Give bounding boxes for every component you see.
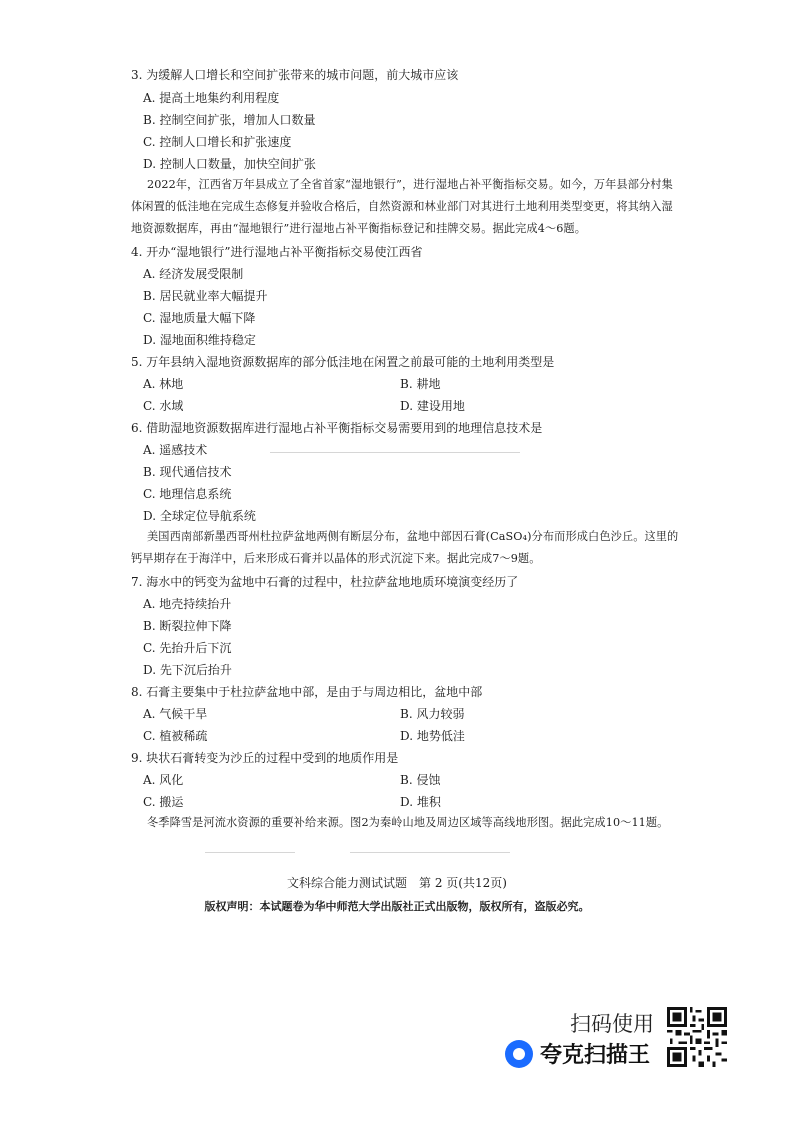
q6-option-b: B. 现代通信技术 [143, 465, 232, 479]
q6-option-d: D. 全球定位导航系统 [143, 509, 256, 523]
q9-option-d: D. 堆积 [400, 795, 441, 809]
q8-option-c: C. 植被稀疏 [143, 729, 208, 743]
q5-option-d: D. 建设用地 [400, 399, 465, 413]
q6-option-c: C. 地理信息系统 [143, 487, 232, 501]
q4-option-d: D. 湿地面积维持稳定 [143, 333, 256, 347]
q8-option-a: A. 气候干旱 [143, 707, 208, 721]
q3-option-b: B. 控制空间扩张，增加人口数量 [143, 113, 316, 127]
q4-option-c: C. 湿地质量大幅下降 [143, 311, 256, 325]
q7-option-d: D. 先下沉后抬升 [143, 663, 232, 677]
q8-stem: 8. 石膏主要集中于杜拉萨盆地中部，是由于与周边相比，盆地中部 [131, 685, 483, 699]
q7-option-c: C. 先抬升后下沉 [143, 641, 232, 655]
q9-stem: 9. 块状石膏转变为沙丘的过程中受到的地质作用是 [131, 751, 399, 765]
scanner-brand-name: 夸克扫描王 [540, 1043, 651, 1068]
q6-stem: 6. 借助湿地资源数据库进行湿地占补平衡指标交易需要用到的地理信息技术是 [131, 421, 543, 435]
q4-stem: 4. 开办“湿地银行”进行湿地占补平衡指标交易使江西省 [131, 245, 423, 259]
q9-option-c: C. 搬运 [143, 795, 184, 809]
q3-option-c: C. 控制人口增长和扩张速度 [143, 135, 292, 149]
passage-qinling: 冬季降雪是河流水资源的重要补给来源。图2为秦岭山地及周边区域等高线地形图。据此完成10～11题。 [147, 816, 669, 829]
q9-option-b: B. 侵蚀 [400, 773, 441, 787]
copyright-notice: 版权声明：本试题卷为华中师范大学出版社正式出版物，版权所有，盗版必究。 [204, 900, 590, 913]
q5-stem: 5. 万年县纳入湿地资源数据库的部分低洼地在闲置之前最可能的土地利用类型是 [131, 355, 555, 369]
q7-stem: 7. 海水中的钙变为盆地中石膏的过程中，杜拉萨盆地地质环境演变经历了 [131, 575, 519, 589]
passage-gypsum-basin: 美国西南部新墨西哥州杜拉萨盆地两侧有断层分布，盆地中部因石膏(CaSO₄)分布而形成白色沙丘。这里的钙早期存在于海洋中，后来形成石膏并以晶体的形式沉淀下来。据此完成7～9题。 [131, 530, 679, 565]
q9-option-a: A. 风化 [143, 773, 184, 787]
q4-option-b: B. 居民就业率大幅提升 [143, 289, 268, 303]
qr-code-icon[interactable] [667, 1007, 727, 1067]
q8-option-d: D. 地势低洼 [400, 729, 465, 743]
scan-to-use-label: 扫码使用 [570, 1012, 654, 1036]
scan-smudge [350, 852, 510, 853]
scan-smudge [205, 852, 295, 853]
q3-stem: 3. 为缓解人口增长和空间扩张带来的城市问题，前大城市应该 [131, 68, 459, 82]
q3-option-d: D. 控制人口数量，加快空间扩张 [143, 157, 316, 171]
scan-smudge [270, 452, 520, 453]
q7-option-a: A. 地壳持续抬升 [143, 597, 232, 611]
q7-option-b: B. 断裂拉伸下降 [143, 619, 232, 633]
q8-option-b: B. 风力较弱 [400, 707, 465, 721]
q3-option-a: A. 提高土地集约利用程度 [143, 91, 280, 105]
quark-logo-icon [505, 1040, 533, 1068]
q4-option-a: A. 经济发展受限制 [143, 267, 244, 281]
q5-option-a: A. 林地 [143, 377, 184, 391]
q5-option-c: C. 水域 [143, 399, 184, 413]
q6-option-a: A. 遥感技术 [143, 443, 208, 457]
q5-option-b: B. 耕地 [400, 377, 441, 391]
page-footer: 文科综合能力测试试题 第 2 页(共12页) [287, 876, 507, 890]
passage-wetland-bank: 2022年，江西省万年县成立了全省首家“湿地银行”，进行湿地占补平衡指标交易。如今，万年县部分村集体闲置的低洼地在完成生态修复并验收合格后，自然资源和林业部门对其进行土地利用类型变更，将其纳入湿地资源数据库，再由“湿地银行”进行湿地占补平衡指标登记和挂牌交易。据此完成4～6题。 [131, 178, 673, 235]
